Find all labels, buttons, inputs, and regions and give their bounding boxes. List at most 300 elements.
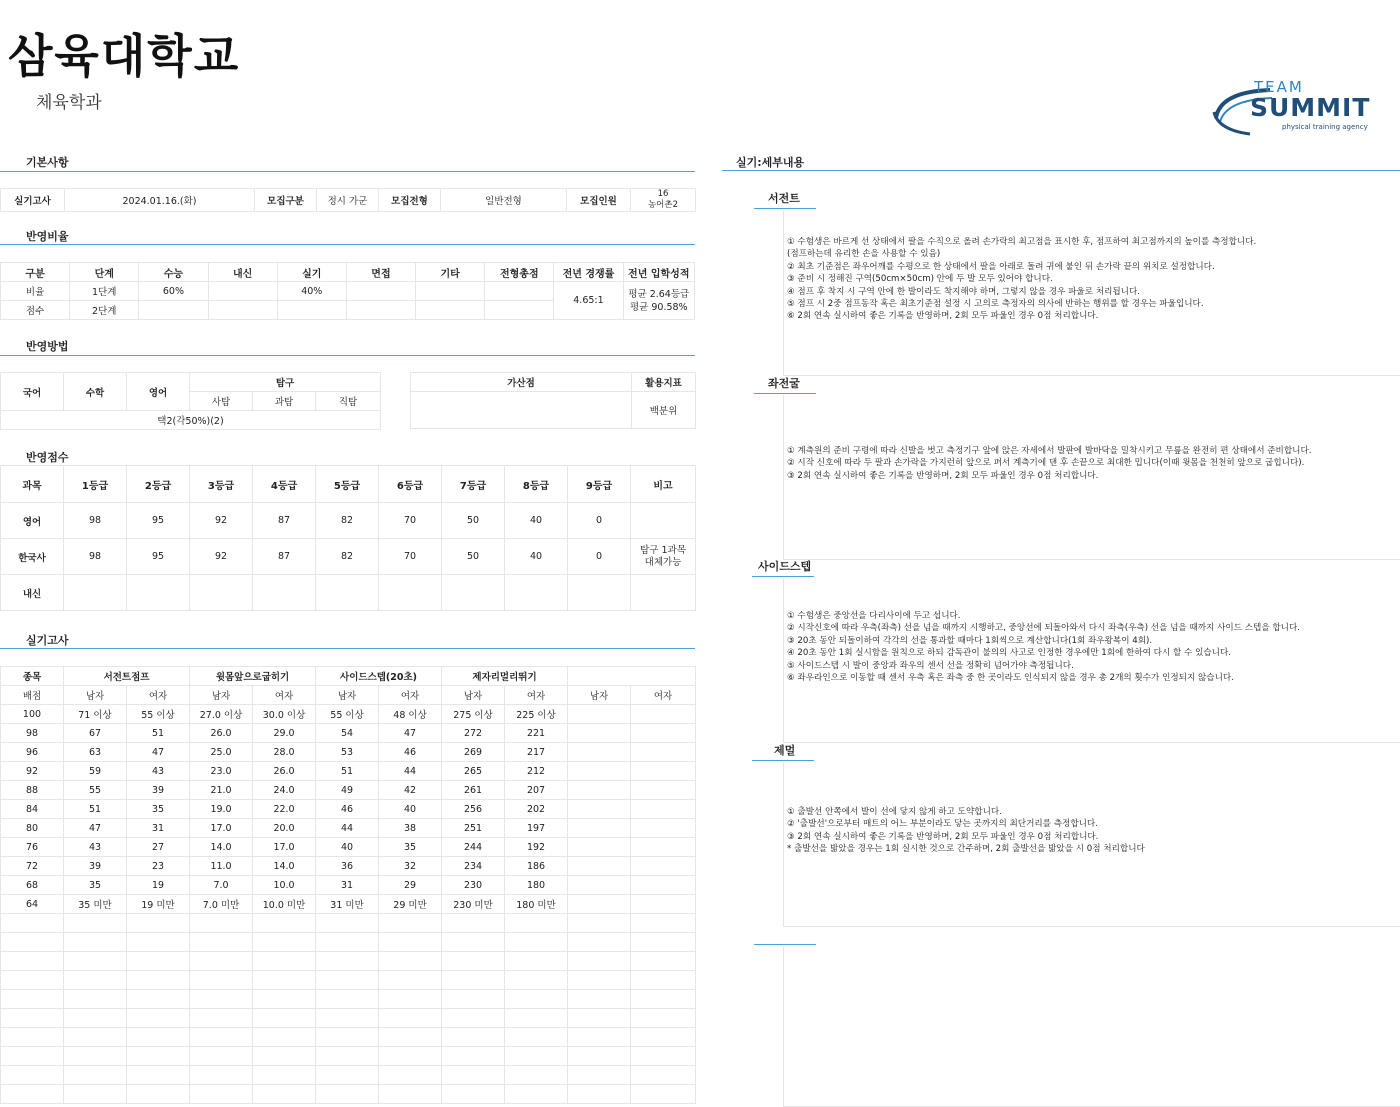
score-cell: 92 (190, 539, 253, 575)
ratio-cell (208, 282, 277, 301)
score-cell: 95 (127, 503, 190, 539)
practical-empty-cell (253, 971, 316, 990)
practical-row (1, 724, 696, 743)
practical-empty-cell (631, 971, 696, 990)
practical-cell: 19 미만 (127, 895, 190, 914)
score-header: 1등급 (64, 466, 127, 503)
practical-cell (631, 724, 696, 743)
score-cell (190, 575, 253, 611)
practical-cell (568, 800, 631, 819)
practical-cell: 29 (379, 876, 442, 895)
practical-empty-cell (442, 914, 505, 933)
practical-score: 98 (1, 724, 64, 743)
basic-info-table (0, 188, 696, 212)
practical-empty-cell (127, 1009, 190, 1028)
practical-item: 윗몸앞으로굽히기 (190, 667, 316, 686)
ratio-cell (416, 282, 485, 301)
practical-row (1, 819, 696, 838)
detail-box (783, 946, 1400, 1107)
practical-cell (631, 762, 696, 781)
practical-empty-cell (505, 1085, 568, 1104)
practical-empty-cell (1, 914, 64, 933)
practical-cell (568, 705, 631, 724)
detail-line: ② 최초 기준점은 좌우어깨를 수평으로 한 상태에서 팔을 아래로 돌려 귀에 붙인 뒤 손가락 끝의 위치로 설정합니다. (787, 261, 1215, 272)
score-cell (253, 575, 316, 611)
practical-cell: 27.0 이상 (190, 705, 253, 724)
practical-empty-cell (505, 1028, 568, 1047)
practical-empty-cell (1, 952, 64, 971)
score-subject: 한국사 (1, 539, 64, 575)
practical-empty-row (1, 1028, 696, 1047)
practical-empty-cell (442, 1047, 505, 1066)
practical-cell: 20.0 (253, 819, 316, 838)
practical-cell: 17.0 (253, 838, 316, 857)
detail-line: ② '출발선'으로부터 매트의 어느 부분이라도 닿는 곳까지의 최단거리를 측정합니다. (787, 819, 1098, 830)
practical-cell: 43 (64, 838, 127, 857)
ratio-cell (416, 301, 485, 320)
practical-empty-cell (379, 1066, 442, 1085)
score-cell: 92 (190, 503, 253, 539)
practical-cell (631, 819, 696, 838)
practical-row (1, 705, 696, 724)
practical-empty-cell (631, 1066, 696, 1085)
ratio-table (0, 262, 695, 320)
method-table (0, 372, 381, 430)
practical-cell (568, 895, 631, 914)
gender-female: 여자 (253, 686, 316, 705)
logo-tagline: physical training agency (1282, 123, 1368, 131)
ratio-cell: 2단계 (70, 301, 139, 320)
practical-cell: 230 미만 (442, 895, 505, 914)
detail-line: ① 수험생은 바르게 선 상태에서 팔을 수직으로 올려 손가락의 최고점을 표시한 후, 점프하여 최고점까지의 높이를 측정합니다. (787, 237, 1257, 247)
practical-empty-cell (442, 1028, 505, 1047)
practical-empty-cell (568, 1085, 631, 1104)
practical-score: 76 (1, 838, 64, 857)
practical-cell: 39 (127, 781, 190, 800)
practical-cell: 71 이상 (64, 705, 127, 724)
practical-cell: 225 이상 (505, 705, 568, 724)
practical-empty-cell (316, 1066, 379, 1085)
practical-cell: 186 (505, 857, 568, 876)
practical-empty-cell (127, 1066, 190, 1085)
practical-empty-cell (379, 971, 442, 990)
practical-empty-cell (127, 990, 190, 1009)
method-science: 과탐 (253, 392, 316, 411)
ratio-cell: 60% (139, 282, 208, 301)
detail-title: 제멀 (774, 742, 795, 758)
bonus-value (411, 392, 632, 429)
detail-line: ③ 준비 시 정해진 구역(50cm×50cm) 안에 두 발 모두 있어야 합니다. (787, 274, 1053, 285)
practical-cell: 67 (64, 724, 127, 743)
practical-empty-cell (316, 933, 379, 952)
score-cell: 87 (253, 503, 316, 539)
practical-empty-cell (253, 990, 316, 1009)
practical-empty-cell (253, 952, 316, 971)
detail-line: ② 시작신호에 따라 우측(좌측) 선을 넘을 때까지 시행하고, 중앙선에 되돌아와서 다시 좌측(우측) 선을 넘을 때까지 사이드 스텝을 합니다. (787, 623, 1301, 634)
score-cell: 70 (379, 539, 442, 575)
practical-empty-cell (253, 1009, 316, 1028)
detail-line: ① 수험생은 중앙선을 다리사이에 두고 섭니다. (787, 611, 961, 621)
ratio-header-3: 내신 (208, 263, 277, 282)
practical-cell: 19 (127, 876, 190, 895)
practical-cell: 29 미만 (379, 895, 442, 914)
gender-female: 여자 (631, 686, 696, 705)
practical-cell: 26.0 (190, 724, 253, 743)
practical-cell: 35 미만 (64, 895, 127, 914)
practical-cell: 47 (127, 743, 190, 762)
score-header: 6등급 (379, 466, 442, 503)
ratio-cell (346, 282, 415, 301)
practical-empty-cell (253, 1047, 316, 1066)
practical-score: 68 (1, 876, 64, 895)
practical-empty-cell (631, 1047, 696, 1066)
practical-cell: 14.0 (253, 857, 316, 876)
practical-empty-cell (379, 990, 442, 1009)
detail-line: ③ 2회 연속 실시하여 좋은 기록을 반영하며, 2회 모두 파울인 경우 0점 처리합니다. (787, 831, 1099, 842)
practical-cell: 275 이상 (442, 705, 505, 724)
practical-empty-cell (505, 952, 568, 971)
practical-cell (631, 857, 696, 876)
score-cell: 82 (316, 503, 379, 539)
score-cell: 70 (379, 503, 442, 539)
practical-cell: 221 (505, 724, 568, 743)
practical-empty-cell (253, 1066, 316, 1085)
detail-title: 서전트 (768, 190, 800, 206)
practical-row (1, 762, 696, 781)
practical-cell: 217 (505, 743, 568, 762)
practical-cell: 192 (505, 838, 568, 857)
practical-empty-row (1, 1009, 696, 1028)
practical-empty-cell (127, 952, 190, 971)
practical-cell: 51 (127, 724, 190, 743)
practical-empty-cell (190, 1085, 253, 1104)
practical-empty-cell (505, 971, 568, 990)
practical-cell: 40 (379, 800, 442, 819)
practical-empty-cell (1, 933, 64, 952)
practical-cell: 21.0 (190, 781, 253, 800)
practical-empty-cell (316, 1085, 379, 1104)
practical-empty-cell (253, 933, 316, 952)
gender-male: 남자 (568, 686, 631, 705)
practical-empty-cell (631, 1028, 696, 1047)
practical-empty-cell (316, 1047, 379, 1066)
practical-row (1, 800, 696, 819)
method-math: 수학 (64, 373, 127, 411)
bonus-table (410, 372, 696, 429)
logo-summit: SUMMIT (1250, 93, 1371, 122)
score-subject: 내신 (1, 575, 64, 611)
detail-line: ② 시작 신호에 따라 두 팔과 손가락을 가지런히 앞으로 펴서 계측기에 댄 후 손끝으로 최대한 밉니다(이때 윗몸을 천천히 앞으로 굽힙니다). (787, 458, 1305, 469)
practical-cell: 202 (505, 800, 568, 819)
practical-row (1, 838, 696, 857)
practical-empty-row (1, 990, 696, 1009)
practical-score: 72 (1, 857, 64, 876)
ratio-cell (277, 301, 346, 320)
practical-empty-cell (253, 1028, 316, 1047)
practical-empty-cell (631, 914, 696, 933)
practical-score: 92 (1, 762, 64, 781)
practical-empty-row (1, 971, 696, 990)
practical-cell: 55 이상 (127, 705, 190, 724)
practical-cell: 10.0 미만 (253, 895, 316, 914)
practical-cell: 11.0 (190, 857, 253, 876)
practical-empty-cell (379, 952, 442, 971)
ratio-cell: 점수 (1, 301, 70, 320)
practical-empty-cell (505, 933, 568, 952)
page-subtitle: 체육학과 (36, 93, 102, 113)
practical-empty-cell (190, 1066, 253, 1085)
practical-empty-cell (631, 990, 696, 1009)
practical-empty-cell (379, 1028, 442, 1047)
practical-cell: 251 (442, 819, 505, 838)
detail-line: ⑤ 점프 시 2중 점프동작 혹은 최초기준점 설정 시 고의로 측정자의 의사에 반하는 행위를 할 경우는 파울입니다. (787, 299, 1204, 310)
practical-empty-row (1, 1085, 696, 1104)
count-label: 모집인원 (567, 189, 631, 212)
gender-female: 여자 (127, 686, 190, 705)
practical-score: 88 (1, 781, 64, 800)
practical-empty-cell (127, 1047, 190, 1066)
practical-cell (568, 857, 631, 876)
practical-cell (631, 876, 696, 895)
practical-cell (568, 876, 631, 895)
practical-table (0, 666, 696, 1104)
practical-cell: 29.0 (253, 724, 316, 743)
practical-cell (631, 705, 696, 724)
ratio-header-9: 전년 입학성적 (623, 263, 694, 282)
practical-item (568, 667, 696, 686)
practical-empty-cell (379, 1047, 442, 1066)
practical-cell: 54 (316, 724, 379, 743)
practical-empty-cell (253, 914, 316, 933)
practical-empty-cell (505, 1047, 568, 1066)
detail-line: ③ 2회 연속 실시하여 좋은 기록을 반영하며, 2회 모두 파울인 경우 0점 처리합니다. (787, 470, 1099, 481)
practical-empty-cell (568, 1009, 631, 1028)
index-label: 활용지표 (632, 373, 696, 392)
practical-empty-cell (1, 1047, 64, 1066)
practical-empty-cell (64, 1028, 127, 1047)
detail-line: ① 계측원의 준비 구령에 따라 신발을 벗고 측정기구 앞에 앉은 자세에서 발판에 발바닥을 밀착시키고 무릎을 완전히 편 상태에서 준비합니다. (787, 446, 1312, 456)
practical-cell (631, 781, 696, 800)
practical-cell: 17.0 (190, 819, 253, 838)
practical-empty-cell (190, 1047, 253, 1066)
score-note: 탐구 1과목 대체가능 (631, 539, 696, 575)
score-cell (127, 575, 190, 611)
method-social: 사탐 (190, 392, 253, 411)
detail-line: * 출발선을 밟았을 경우는 1회 실시한 것으로 간주하며, 2회 출발선을 밟았을 시 0점 처리합니다 (787, 844, 1145, 855)
detail-line: ⑥ 좌우라인으로 이동할 때 센서 우측 혹은 좌측 중 한 곳이라도 인식되지 않을 경우 총 2개의 횟수가 인정되지 않습니다. (787, 673, 1234, 684)
practical-cell: 22.0 (253, 800, 316, 819)
practical-empty-cell (64, 914, 127, 933)
gender-male: 남자 (316, 686, 379, 705)
practical-empty-cell (316, 952, 379, 971)
ratio-cell: 40% (277, 282, 346, 301)
practical-cell: 42 (379, 781, 442, 800)
practical-empty-cell (379, 914, 442, 933)
practical-empty-cell (1, 1009, 64, 1028)
practical-empty-cell (442, 952, 505, 971)
detail-description (787, 610, 1300, 684)
practical-empty-row (1, 1047, 696, 1066)
team-summit-logo (1210, 78, 1390, 138)
practical-cell: 26.0 (253, 762, 316, 781)
practical-cell: 23 (127, 857, 190, 876)
practical-cell: 36 (316, 857, 379, 876)
practical-row (1, 857, 696, 876)
score-cell: 50 (442, 503, 505, 539)
practical-empty-cell (64, 1066, 127, 1085)
practical-score: 84 (1, 800, 64, 819)
practical-empty-cell (190, 914, 253, 933)
practical-empty-cell (1, 1028, 64, 1047)
practical-item-label: 종목 (1, 667, 64, 686)
practical-empty-row (1, 933, 696, 952)
practical-cell: 38 (379, 819, 442, 838)
practical-empty-cell (253, 1085, 316, 1104)
ratio-header-7: 전형총점 (485, 263, 554, 282)
practical-cell: 47 (379, 724, 442, 743)
practical-row (1, 781, 696, 800)
practical-empty-cell (505, 1009, 568, 1028)
practical-empty-row (1, 1066, 696, 1085)
process-label: 모집전형 (379, 189, 441, 212)
method-explore: 탐구 (190, 373, 381, 392)
practical-cell: 47 (64, 819, 127, 838)
practical-empty-cell (568, 990, 631, 1009)
practical-cell: 55 (64, 781, 127, 800)
score-header: 7등급 (442, 466, 505, 503)
score-cell: 87 (253, 539, 316, 575)
practical-empty-cell (505, 1066, 568, 1085)
score-cell: 40 (505, 539, 568, 575)
ratio-header-2: 수능 (139, 263, 208, 282)
practical-cell: 230 (442, 876, 505, 895)
practical-cell: 212 (505, 762, 568, 781)
practical-row (1, 743, 696, 762)
practical-empty-cell (568, 1028, 631, 1047)
practical-empty-cell (568, 1047, 631, 1066)
score-header: 비고 (631, 466, 696, 503)
practical-cell: 63 (64, 743, 127, 762)
practical-cell: 31 미만 (316, 895, 379, 914)
practical-empty-cell (442, 1009, 505, 1028)
practical-cell (631, 800, 696, 819)
gender-female: 여자 (505, 686, 568, 705)
practical-empty-cell (442, 990, 505, 1009)
practical-cell: 51 (316, 762, 379, 781)
practical-empty-cell (505, 914, 568, 933)
detail-line: ③ 20초 동안 되돌이하여 각각의 선을 통과할 때마다 1회씩으로 계산합니다(1회 좌우왕복이 4회). (787, 635, 1153, 646)
score-cell: 82 (316, 539, 379, 575)
practical-cell: 256 (442, 800, 505, 819)
practical-empty-cell (568, 933, 631, 952)
method-selection: 택2(각50%)(2) (1, 411, 381, 430)
practical-item: 사이드스텝(20초) (316, 667, 442, 686)
practical-cell: 51 (64, 800, 127, 819)
practical-row (1, 895, 696, 914)
ratio-header-0: 구분 (1, 263, 70, 282)
score-note (631, 575, 696, 611)
score-cell: 98 (64, 503, 127, 539)
practical-empty-cell (64, 952, 127, 971)
practical-score: 96 (1, 743, 64, 762)
practical-empty-cell (316, 990, 379, 1009)
ratio-cell (485, 301, 554, 320)
practical-empty-cell (316, 914, 379, 933)
detail-line: ⑤ 사이드스텝 시 발이 중앙과 좌우의 센서 선을 정확히 넘어가야 측정됩니다. (787, 660, 1074, 671)
practical-empty-row (1, 952, 696, 971)
practical-empty-cell (127, 1085, 190, 1104)
practical-cell: 39 (64, 857, 127, 876)
practical-empty-cell (568, 952, 631, 971)
score-cell (379, 575, 442, 611)
practical-empty-cell (64, 1085, 127, 1104)
gender-female: 여자 (379, 686, 442, 705)
practical-cell: 32 (379, 857, 442, 876)
detail-line: (점프하는데 유리한 손을 사용할 수 있음) (787, 249, 941, 260)
practical-cell: 31 (316, 876, 379, 895)
practical-empty-cell (64, 990, 127, 1009)
practical-empty-cell (631, 1085, 696, 1104)
score-header: 과목 (1, 466, 64, 503)
practical-cell: 28.0 (253, 743, 316, 762)
ratio-cell (139, 301, 208, 320)
score-cell: 40 (505, 503, 568, 539)
practical-score-label: 배점 (1, 686, 64, 705)
practical-empty-cell (64, 933, 127, 952)
practical-empty-cell (442, 933, 505, 952)
score-cell (442, 575, 505, 611)
ratio-cell (346, 301, 415, 320)
practical-item: 제자리멀리뛰기 (442, 667, 568, 686)
practical-empty-cell (316, 1009, 379, 1028)
practical-cell: 180 (505, 876, 568, 895)
practical-empty-cell (190, 971, 253, 990)
practical-empty-cell (631, 933, 696, 952)
practical-empty-cell (127, 914, 190, 933)
practical-empty-cell (442, 1085, 505, 1104)
practical-cell: 30.0 이상 (253, 705, 316, 724)
prev-competition: 4.65:1 (554, 282, 623, 320)
practical-cell (568, 781, 631, 800)
practical-cell: 35 (127, 800, 190, 819)
score-header: 9등급 (568, 466, 631, 503)
practical-empty-cell (316, 971, 379, 990)
practical-cell: 46 (379, 743, 442, 762)
process: 일반전형 (441, 189, 567, 212)
detail-title: 좌전굴 (768, 375, 800, 391)
practical-empty-cell (127, 933, 190, 952)
detail-line: ④ 점프 후 착지 시 구역 안에 한 발이라도 착지해야 하며, 그렇지 않을 경우 파울로 처리됩니다. (787, 286, 1141, 297)
page-title: 삼육대학교 (8, 29, 241, 83)
practical-cell: 55 이상 (316, 705, 379, 724)
practical-cell (631, 838, 696, 857)
practical-empty-cell (442, 1066, 505, 1085)
prev-admission-score: 평균 2.64등급 평균 90.58% (623, 282, 694, 320)
practical-score: 64 (1, 895, 64, 914)
score-header: 5등급 (316, 466, 379, 503)
practical-cell (631, 895, 696, 914)
practical-row (1, 876, 696, 895)
practical-cell: 24.0 (253, 781, 316, 800)
practical-empty-cell (568, 914, 631, 933)
practical-empty-cell (505, 990, 568, 1009)
exam-label: 실기고사 (1, 189, 65, 212)
gender-male: 남자 (442, 686, 505, 705)
score-note (631, 503, 696, 539)
ratio-header-8: 전년 경쟁률 (554, 263, 623, 282)
score-cell: 0 (568, 503, 631, 539)
practical-empty-cell (631, 952, 696, 971)
